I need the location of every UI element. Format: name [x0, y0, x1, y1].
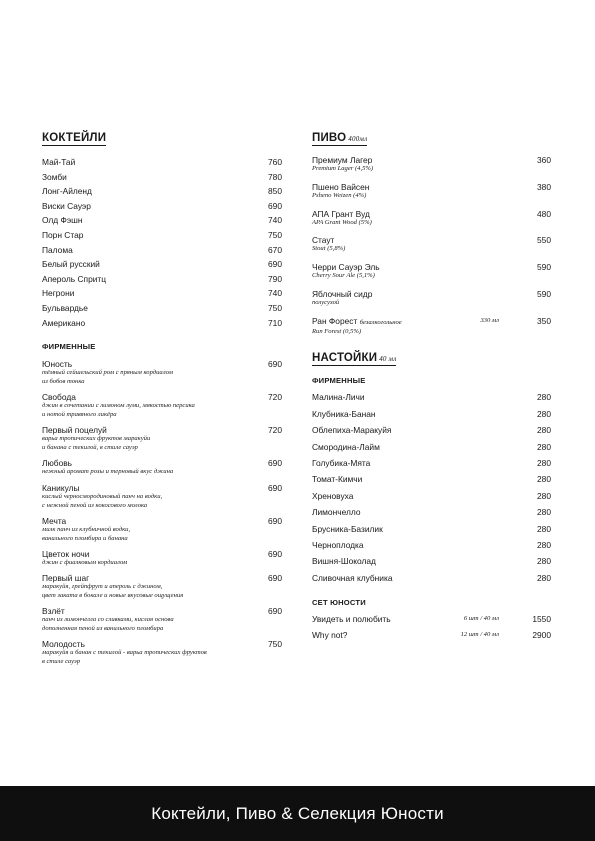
tincture-item — [312, 556, 551, 572]
cocktail-name: Порн Стар — [42, 229, 84, 240]
signature-cocktail-price: 690 — [268, 515, 282, 526]
tincture-list — [312, 392, 551, 589]
signature-cocktail-list — [42, 359, 282, 667]
cocktail-name: Белый русский — [42, 259, 100, 270]
signature-cocktail-price: 690 — [268, 458, 282, 469]
beer-tinctures-column — [312, 128, 551, 647]
beer-item — [312, 289, 551, 308]
signature-cocktail-name: Каникулы — [42, 482, 80, 493]
set-price: 1550 — [532, 614, 551, 625]
tincture-price: 280 — [537, 507, 551, 518]
signature-cocktail-name: Любовь — [42, 458, 73, 469]
cocktail-price: 690 — [268, 200, 282, 211]
cocktail-price: 740 — [268, 288, 282, 299]
tincture-name: Малина-Личи — [312, 392, 365, 403]
tincture-price: 280 — [537, 523, 551, 534]
signature-cocktail-item — [42, 458, 282, 477]
signature-cocktail-item — [42, 359, 282, 387]
signature-cocktail-description: тёмный сейшельский ром с пряным кордиалом — [42, 369, 173, 377]
signature-cocktail-description: панч из лимончелла со сливками, кислая основа — [42, 616, 174, 624]
cocktail-name: Лонг-Айленд — [42, 186, 92, 197]
signature-cocktail-item — [42, 392, 282, 420]
tincture-name: Томат-Кимчи — [312, 474, 363, 485]
cocktail-item — [42, 172, 282, 187]
cocktail-item — [42, 318, 282, 333]
signature-cocktail-description: в стиле сауэр — [42, 658, 81, 666]
beer-name: Черри Сауэр Эль — [312, 262, 380, 273]
signature-cocktail-name: Первый шаг — [42, 573, 90, 584]
beer-price: 590 — [537, 288, 551, 299]
signature-cocktail-item — [42, 606, 282, 634]
set-name: Увидеть и полюбить — [312, 614, 391, 625]
cocktail-item — [42, 303, 282, 318]
set-quantity: 6 шт / 40 мл — [463, 615, 499, 623]
tincture-name: Клубника-Банан — [312, 408, 376, 419]
signature-cocktail-description: маракуйя и банан с текилой - варьа тропических фруктов — [42, 649, 207, 657]
beer-list — [312, 155, 551, 308]
beer-nonalc-name: Ран Форест — [312, 315, 358, 326]
beer-description: Stout (5,8%) — [312, 245, 346, 253]
cocktail-item — [42, 230, 282, 245]
beer-name: Стаут — [312, 235, 335, 246]
tincture-item — [312, 458, 551, 474]
tincture-item — [312, 573, 551, 589]
signature-cocktail-price: 690 — [268, 482, 282, 493]
beer-item — [312, 155, 551, 174]
beer-name: Премиум Лагер — [312, 155, 373, 165]
signature-cocktail-item — [42, 549, 282, 568]
beer-nonalc-qty: 330 мл — [480, 316, 499, 324]
signature-cocktail-name: Молодость — [42, 639, 85, 650]
cocktail-price: 850 — [268, 186, 282, 197]
beer-description: полусухой — [312, 298, 340, 306]
beer-item — [312, 209, 551, 228]
cocktail-item — [42, 274, 282, 289]
tinctures-heading-title: НАСТОЙКИ — [312, 352, 378, 365]
tinctures-signature-heading: ФИРМЕННЫЕ — [312, 376, 366, 386]
set-item — [312, 614, 551, 630]
beer-nonalc-price: 350 — [537, 315, 551, 326]
tincture-price: 280 — [537, 572, 551, 583]
cocktail-item — [42, 201, 282, 216]
cocktail-price: 790 — [268, 273, 282, 284]
set-quantity: 12 шт / 40 мл — [460, 631, 499, 639]
footer-title: Коктейли, Пиво & Селекция Юности — [151, 803, 444, 823]
signature-cocktail-item — [42, 483, 282, 511]
beer-name: Пшено Вайсен — [312, 181, 370, 192]
signature-cocktail-description: и банана с текилой, в стиле сауэр — [42, 444, 138, 452]
cocktail-name: Американо — [42, 317, 86, 328]
cocktail-price: 750 — [268, 229, 282, 240]
tincture-price: 280 — [537, 441, 551, 452]
tinctures-volume: 40 мл — [379, 355, 397, 364]
signature-cocktail-name: Юность — [42, 359, 73, 370]
signature-cocktail-item — [42, 516, 282, 544]
tincture-name: Облепиха-Маракуйя — [312, 425, 392, 436]
signature-cocktail-description: маракуйя, грейпфрут и апероль с джином, — [42, 583, 163, 591]
beer-price: 590 — [537, 262, 551, 273]
cocktail-item — [42, 215, 282, 230]
tincture-price: 280 — [537, 408, 551, 419]
cocktail-price: 780 — [268, 171, 282, 182]
signature-cocktail-name: Первый поцелуй — [42, 425, 107, 436]
cocktail-item — [42, 288, 282, 303]
cocktail-price: 710 — [268, 317, 282, 328]
cocktail-name: Бульвардье — [42, 302, 88, 313]
cocktail-name: Апероль Спритц — [42, 273, 107, 284]
cocktail-item — [42, 157, 282, 172]
signature-cocktail-description: нежный аромат розы и терновый вкус джина — [42, 468, 174, 476]
cocktail-price: 750 — [268, 302, 282, 313]
signature-cocktail-item — [42, 639, 282, 667]
cocktails-column — [42, 128, 282, 672]
tincture-item — [312, 540, 551, 556]
set-price: 2900 — [532, 630, 551, 641]
signature-cocktail-description: ванильного пломбира и банана — [42, 534, 128, 542]
beer-price: 480 — [537, 208, 551, 219]
cocktail-name: Зомби — [42, 171, 67, 182]
cocktails-signature-heading: ФИРМЕННЫЕ — [42, 342, 96, 352]
beer-item — [312, 182, 551, 201]
signature-cocktail-description: и нотой травяного ликёра — [42, 411, 117, 419]
cocktail-price: 760 — [268, 157, 282, 167]
cocktail-item — [42, 186, 282, 201]
tincture-name: Брусника-Базилик — [312, 523, 383, 534]
cocktails-heading: КОКТЕЙЛИ — [42, 132, 107, 144]
signature-cocktail-description: цвет заката в бокале и новые вкусовые ощущения — [42, 591, 184, 599]
signature-cocktail-description: с нежной пеной из кокосового молока — [42, 501, 148, 509]
tinctures-heading — [312, 352, 396, 366]
beer-nonalcoholic — [312, 316, 551, 337]
tincture-price: 280 — [537, 474, 551, 485]
signature-cocktail-price: 720 — [268, 425, 282, 436]
tincture-item — [312, 491, 551, 507]
beer-item — [312, 235, 551, 254]
tincture-name: Хреновуха — [312, 490, 354, 501]
tincture-item — [312, 474, 551, 490]
signature-cocktail-description: джин с фиалковым кордиалом — [42, 558, 128, 566]
cocktail-list — [42, 157, 282, 332]
beer-price: 550 — [537, 235, 551, 246]
tincture-price: 280 — [537, 539, 551, 550]
beer-volume: 400мл — [348, 135, 368, 143]
beer-heading-title: ПИВО — [312, 132, 347, 144]
tincture-price: 280 — [537, 457, 551, 468]
signature-cocktail-price: 690 — [268, 573, 282, 584]
cocktail-item — [42, 259, 282, 274]
tincture-name: Смородина-Лайм — [312, 441, 380, 452]
beer-name: Яблочный сидр — [312, 288, 373, 299]
beer-price: 360 — [537, 155, 551, 165]
tincture-item — [312, 442, 551, 458]
signature-cocktail-description: кислый черносмородиновый панч на водки, — [42, 492, 163, 500]
signature-cocktail-price: 690 — [268, 606, 282, 617]
tincture-price: 280 — [537, 490, 551, 501]
set-list — [312, 614, 551, 647]
beer-nonalc-desc: Run Forest (0,5%) — [312, 327, 362, 335]
beer-nonalc-note: безалкогольное — [359, 318, 402, 326]
signature-cocktail-description: милк панч из клубничной водки, — [42, 525, 131, 533]
signature-cocktail-price: 690 — [268, 359, 282, 370]
tincture-name: Сливочная клубника — [312, 572, 393, 583]
signature-cocktail-description: дополненная пеной из ванильного пломбира — [42, 625, 164, 633]
beer-description: Psheno Weizen (4%) — [312, 191, 367, 199]
set-heading: СЕТ ЮНОСТИ — [312, 598, 366, 608]
beer-description: APA Grant Wood (5%) — [312, 218, 372, 226]
beer-item — [312, 262, 551, 281]
signature-cocktail-name: Взлёт — [42, 606, 65, 617]
cocktail-item — [42, 245, 282, 260]
tincture-item — [312, 524, 551, 540]
beer-name: АПА Грант Вуд — [312, 208, 370, 219]
tincture-name: Голубика-Мята — [312, 457, 371, 468]
signature-cocktail-price: 720 — [268, 392, 282, 403]
tincture-item — [312, 507, 551, 523]
cocktail-price: 740 — [268, 215, 282, 226]
set-item — [312, 630, 551, 646]
cocktail-name: Виски Сауэр — [42, 200, 91, 211]
signature-cocktail-description: джин в сочетании с лимоном луми, мякостью персика — [42, 402, 195, 410]
tincture-name: Черноплодка — [312, 539, 364, 550]
tincture-name: Лимончелло — [312, 507, 361, 518]
cocktail-name: Олд Фэшн — [42, 215, 83, 226]
signature-cocktail-item — [42, 425, 282, 453]
signature-cocktail-description: варьа тропических фруктов маракуйи — [42, 435, 151, 443]
tincture-item — [312, 392, 551, 408]
tincture-price: 280 — [537, 392, 551, 403]
signature-cocktail-description: из бобов тонка — [42, 377, 85, 385]
tincture-price: 280 — [537, 425, 551, 436]
set-name: Why not? — [312, 630, 348, 641]
beer-description: Premium Lager (4,5%) — [312, 165, 374, 172]
cocktail-name: Май-Тай — [42, 157, 76, 167]
signature-cocktail-name: Цветок ночи — [42, 548, 90, 559]
cocktail-price: 670 — [268, 244, 282, 255]
cocktail-name: Негрони — [42, 288, 75, 299]
signature-cocktail-price: 690 — [268, 548, 282, 559]
beer-price: 380 — [537, 181, 551, 192]
beer-heading — [312, 132, 367, 146]
signature-cocktail-item — [42, 573, 282, 601]
tincture-price: 280 — [537, 556, 551, 567]
tincture-name: Вишня-Шоколад — [312, 556, 376, 567]
cocktail-price: 690 — [268, 259, 282, 270]
signature-cocktail-price: 750 — [268, 639, 282, 650]
footer-banner — [0, 786, 595, 841]
beer-description: Cherry Sour Ale (5,1%) — [312, 272, 375, 280]
tincture-item — [312, 409, 551, 425]
signature-cocktail-name: Свобода — [42, 392, 76, 403]
tincture-item — [312, 425, 551, 441]
signature-cocktail-name: Мечта — [42, 515, 67, 526]
cocktail-name: Палома — [42, 244, 73, 255]
